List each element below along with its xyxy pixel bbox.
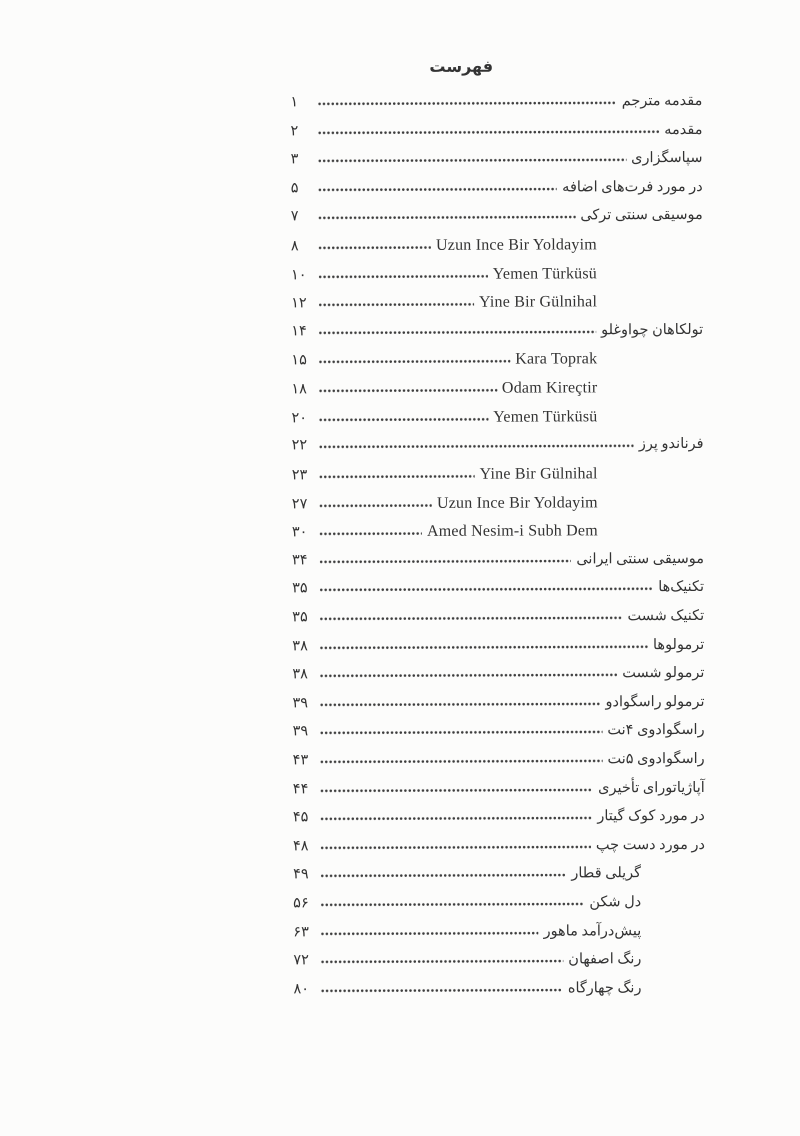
toc-entry-title: موسیقی سنتی ترکی (580, 207, 703, 224)
toc-entry-page-number: ۷۲ (293, 952, 309, 969)
toc-entry (291, 293, 703, 323)
dot-leader (319, 474, 475, 480)
dot-leader (319, 586, 653, 592)
toc-entry (292, 465, 704, 495)
dot-leader (318, 273, 488, 279)
toc-entry-page-number: ۱ (290, 94, 299, 111)
toc-entry-title: تکنیک‌ها (658, 579, 705, 596)
toc-entry-title: در مورد کوک گیتار (597, 808, 705, 825)
toc-entry-title: Yine Bir Gülnihal (479, 465, 598, 483)
toc-entry (290, 93, 702, 123)
dot-leader (318, 359, 510, 365)
toc-entry-page-number: ۱۴ (291, 323, 307, 340)
toc-entry (291, 236, 703, 266)
dot-leader (317, 129, 659, 135)
dot-leader (317, 100, 616, 106)
toc-entry-page-number: ۵ (290, 180, 299, 197)
toc-entry-page-number: ۳۴ (291, 552, 308, 569)
toc-entry-title: راسگوادوی ۵نت (607, 750, 705, 768)
toc-entry-page-number: ۳۸ (292, 666, 308, 683)
dot-leader (320, 901, 584, 907)
toc-entry-title: راسگوادوی ۴نت (607, 722, 705, 739)
toc-entry-page-number: ۳۵ (292, 580, 308, 597)
dot-leader (320, 987, 562, 993)
toc-entry (292, 637, 704, 667)
toc-entry (293, 865, 705, 895)
dot-leader (318, 215, 576, 221)
toc-entry (293, 751, 705, 781)
toc-entry (292, 665, 704, 695)
dot-leader (320, 758, 603, 764)
toc-entry-title: Yine Bir Gülnihal (478, 293, 598, 311)
dot-leader (319, 531, 422, 536)
toc-entry (292, 608, 704, 638)
toc-entry (291, 350, 703, 380)
toc-entry-page-number: ۳ (290, 151, 299, 168)
toc-entry-page-number: ۳۹ (292, 723, 309, 740)
toc-entry (293, 780, 705, 810)
toc-entry-page-number: ۱۰ (290, 266, 307, 284)
toc-entry-title: دل شکن (589, 894, 642, 911)
dot-leader (320, 873, 566, 879)
dot-leader (319, 502, 432, 507)
toc-entry-page-number: ۴۹ (293, 866, 309, 883)
dot-leader (319, 701, 600, 707)
toc-entry-title: Odam Kireçtir (501, 379, 598, 397)
dot-leader (318, 416, 488, 422)
toc-entry (292, 551, 704, 581)
toc-entry-title: ترمولو راسگوادو (605, 693, 705, 711)
toc-entry-page-number: ۲۰ (291, 410, 308, 427)
dot-leader (320, 930, 538, 936)
toc-entry-page-number: ۳۸ (292, 637, 308, 654)
toc-entry-title: Amed Nesim-i Subh Dem (426, 522, 598, 541)
toc-entry (291, 379, 703, 409)
toc-entry-page-number: ۷ (290, 208, 299, 225)
toc-entry (291, 207, 703, 237)
toc-list (290, 93, 705, 1010)
toc-entry-title: رنگ اصفهان (568, 951, 642, 968)
toc-entry-title: مقدمه (664, 121, 703, 138)
toc-entry-page-number: ۲۷ (291, 495, 308, 512)
dot-leader (318, 186, 558, 192)
dot-leader (319, 443, 634, 449)
dot-leader (320, 787, 593, 793)
toc-entry-page-number: ۴۴ (292, 780, 309, 798)
toc-entry-title: تکنیک شست (627, 607, 705, 625)
toc-entry (292, 493, 704, 523)
toc-entry-page-number: ۸ (290, 238, 299, 255)
toc-entry-page-number: ۳۵ (292, 609, 308, 626)
toc-entry (293, 722, 705, 752)
toc-entry-title: آپاژیاتورای تأخیری (598, 779, 705, 796)
toc-entry (291, 322, 703, 352)
toc-entry (290, 122, 702, 152)
dot-leader (318, 329, 596, 335)
toc-entry-title: موسیقی سنتی ایرانی (576, 550, 704, 568)
toc-entry (293, 923, 705, 953)
toc-entry-page-number: ۴۳ (292, 752, 309, 769)
dot-leader (319, 615, 622, 621)
toc-entry-title: Uzun Ince Bir Yoldayim (436, 493, 598, 512)
toc-entry-title: در مورد دست چپ (595, 836, 705, 854)
toc-entry-page-number: ۵۶ (293, 895, 309, 912)
toc-entry-page-number: ۱۸ (291, 381, 307, 398)
toc-entry-title: در مورد فرت‌های اضافه (562, 178, 703, 196)
toc-entry-title: Uzun Ince Bir Yoldayim (436, 236, 597, 254)
toc-entry-title: رنگ چهارگاه (567, 980, 642, 997)
dot-leader (318, 245, 431, 250)
toc-entry-page-number: ۲۳ (291, 467, 308, 484)
toc-entry-page-number: ۴۵ (292, 809, 309, 826)
toc-entry-title: فرناندو پرز (638, 436, 704, 453)
toc-entry-title: Yemen Türküsü (492, 264, 598, 283)
dot-leader (320, 959, 563, 965)
toc-entry (292, 694, 704, 724)
toc-entry-page-number: ۳۹ (292, 695, 309, 712)
toc-entry-title: ترمولوها (652, 636, 705, 653)
dot-leader (318, 157, 627, 163)
toc-entry-title: گریلی قطار (571, 865, 642, 882)
dot-leader (318, 388, 497, 394)
toc-entry (292, 579, 704, 609)
toc-entry-page-number: ۴۸ (292, 838, 309, 855)
toc-entry-title: Yemen Türküsü (493, 408, 598, 426)
toc-entry-page-number: ۲۲ (291, 437, 308, 454)
dot-leader (320, 844, 591, 850)
toc-entry (292, 436, 704, 466)
toc-entry (293, 980, 705, 1010)
toc-entry (291, 408, 703, 438)
dot-leader (319, 644, 648, 650)
toc-entry-title: پیش‌درآمد ماهور (543, 922, 642, 940)
dot-leader (319, 558, 571, 564)
page-title: فهرست (429, 56, 494, 76)
toc-entry (293, 837, 705, 867)
dot-leader (320, 816, 593, 822)
toc-entry-title: ترمولو شست (622, 665, 705, 682)
dot-leader (320, 730, 603, 736)
toc-entry-page-number: ۱۲ (291, 295, 307, 312)
toc-entry-page-number: ۶۳ (293, 923, 309, 941)
toc-entry (291, 150, 703, 180)
toc-entry (293, 894, 705, 924)
toc-entry-page-number: ۸۰ (293, 981, 310, 998)
toc-entry (291, 179, 703, 209)
toc-entry-title: سپاسگزاری (631, 150, 703, 167)
dot-leader (319, 672, 617, 678)
toc-entry-page-number: ۲ (290, 122, 299, 139)
toc-entry (292, 522, 704, 552)
toc-entry (293, 808, 705, 838)
toc-entry-title: Kara Toprak (515, 350, 598, 369)
toc-entry-page-number: ۳۰ (291, 524, 308, 541)
toc-entry (293, 951, 705, 981)
toc-entry-title: مقدمه مترجم (621, 92, 703, 110)
toc-entry (291, 265, 703, 295)
toc-entry-page-number: ۱۵ (291, 352, 307, 369)
toc-entry-title: تولکاهان چواوغلو (601, 321, 704, 339)
dot-leader (318, 302, 474, 308)
